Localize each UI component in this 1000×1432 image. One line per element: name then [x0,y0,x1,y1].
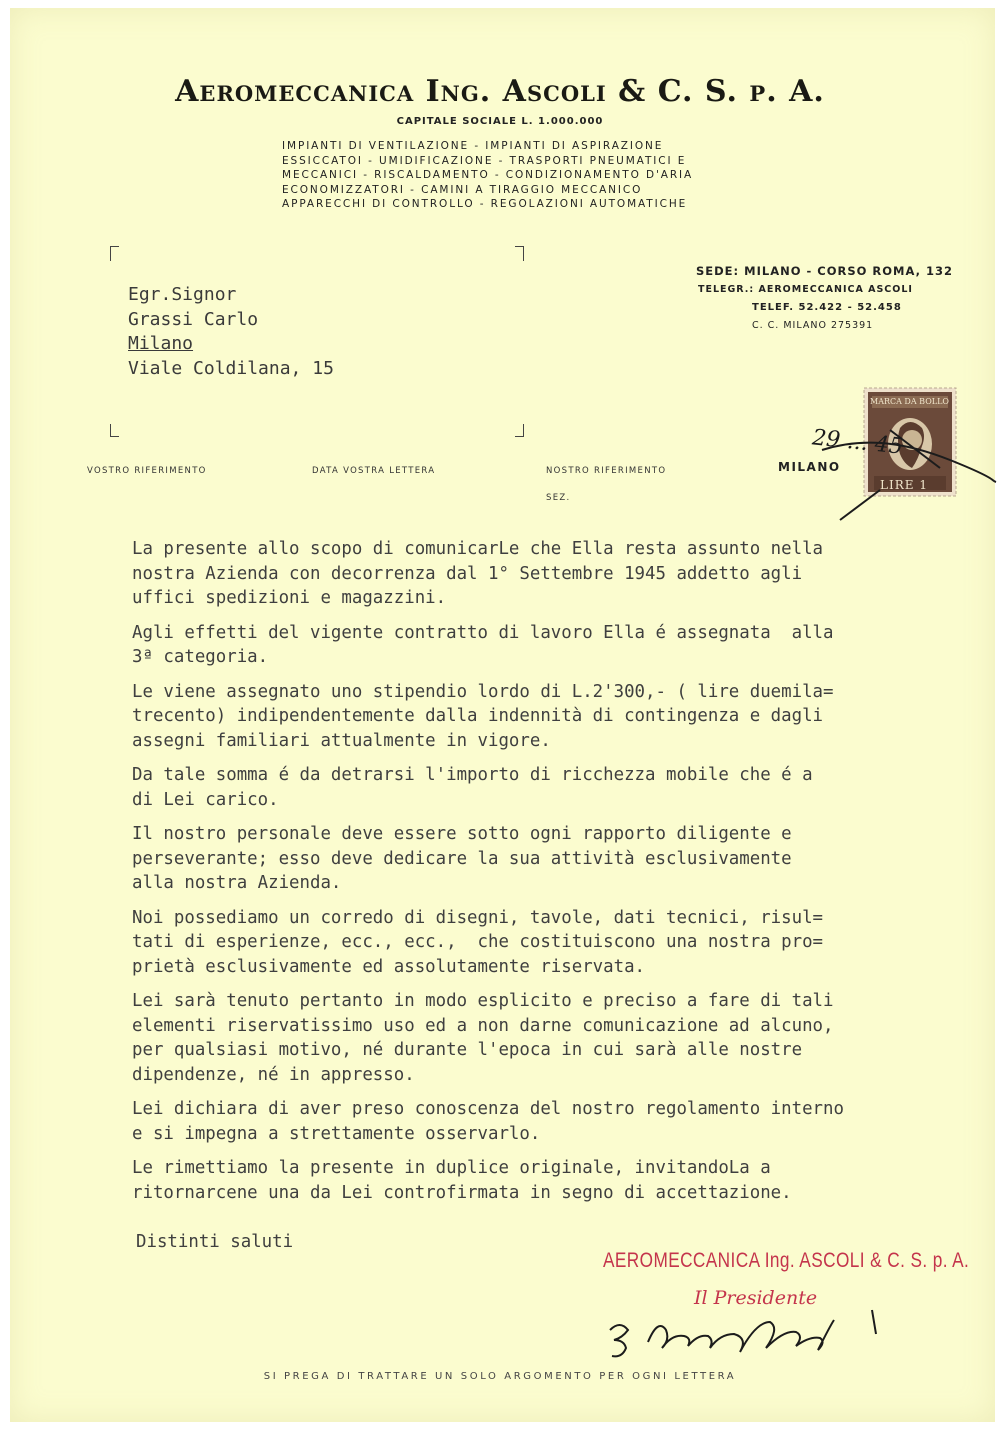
body-paragraph: La presente allo scopo di comunicarLe che Ella resta assunto nella nostra Azienda con decorrenza dal 1° Settembre 1945 addetto agli uffici spedizioni e magazzini. [132,539,824,608]
recipient-salutation: Egr.Signor [128,284,237,305]
body-paragraph: Da tale somma é da detrarsi l'importo di ricchezza mobile che é a di Lei carico. [132,765,813,810]
service-line: IMPIANTI DI VENTILAZIONE - IMPIANTI DI ASPIRAZIONE [282,140,664,152]
letter-body [132,537,992,1215]
recipient-city: Milano [128,333,194,354]
place-milano: MILANO [778,460,841,474]
footer-notice: SI PREGA DI TRATTARE UN SOLO ARGOMENTO PER OGNI LETTERA [263,1371,737,1382]
services-list [282,139,782,212]
label-sez: SEZ. [546,493,571,503]
window-corner-mark [110,246,119,261]
stamp-value: LIRE 1 [880,478,928,492]
handwritten-date: 29 ... 45 [810,425,905,460]
service-line: ESSICCATOI - UMIDIFICAZIONE - TRASPORTI PNEUMATICI E [282,154,687,167]
signature-title: Il Presidente [694,1287,818,1309]
handwritten-signature [600,1290,880,1365]
body-paragraph: Lei dichiara di aver preso conoscenza del nostro regolamento interno e si impegna a strettamente osservarlo. [132,1099,844,1144]
recipient-address [128,283,334,381]
body-paragraph: Il nostro personale deve essere sotto ogni rapporto diligente e perseverante; esso deve dedicare la sua attività esclusivamente alla nostra Azienda. [132,824,792,893]
window-corner-mark [515,424,524,437]
label-nostro-riferimento: NOSTRO RIFERIMENTO [546,466,667,476]
recipient-street: Viale Coldilana, 15 [128,357,334,379]
stamp-label: MARCA DA BOLLO [870,397,949,406]
company-stamp-text: AEROMECCANICA Ing. ASCOLI & C. S. p. A. [603,1249,970,1272]
body-paragraph: Agli effetti del vigente contratto di lavoro Ella é assegnata alla 3ª categoria. [132,622,834,667]
recipient-name: Grassi Carlo [128,308,259,330]
office-cc: C. C. MILANO 275391 [752,320,874,331]
label-vostro-riferimento: VOSTRO RIFERIMENTO [87,466,207,476]
office-sede: SEDE: MILANO - CORSO ROMA, 132 [696,264,953,278]
label-data-vostra-lettera: DATA VOSTRA LETTERA [312,466,436,476]
body-paragraph: Lei sarà tenuto pertanto in modo esplicito e preciso a fare di tali elementi riservatissimo uso ed a non darne comunicazione ad alcuno, per qualsiasi motivo, né durante l'epoca in cui sarà alle nostre dipendenze, né in appresso. [132,991,834,1085]
window-corner-mark [110,424,119,437]
window-corner-mark [515,246,524,261]
body-paragraph: Le viene assegnato uno stipendio lordo di L.2'300,- ( lire duemila= trecento) indipendentemente dalla indennità di contingenza e dagli assegni familiari attualmente in vigore. [132,681,834,751]
service-line: MECCANICI - RISCALDAMENTO - CONDIZIONAMENTO D'ARIA [282,169,694,181]
capital-line: CAPITALE SOCIALE L. 1.000.000 [396,116,604,127]
service-line: APPARECCHI DI CONTROLLO - REGOLAZIONI AUTOMATICHE [282,198,688,210]
closing-salutation: Distinti saluti [136,1232,294,1252]
service-line: ECONOMIZZATORI - CAMINI A TIRAGGIO MECCANICO [282,183,643,196]
stamp-cancel-lines [820,420,1000,530]
body-paragraph: Noi possediamo un corredo di disegni, tavole, dati tecnici, risul= tati di esperienze, ecc., ecc., che costituiscono una nostra pro= prietà esclusivamente ed assolutamente riservata. [132,907,824,977]
company-name: Aeromeccanica Ing. Ascoli & C. S. p. A. [175,74,825,109]
office-telegr: TELEGR.: AEROMECCANICA ASCOLI [698,284,913,295]
body-paragraph: Le rimettiamo la presente in duplice originale, invitandoLa a ritornarcene una da Lei controfirmata in segno di accettazione. [132,1158,792,1203]
office-telef: TELEF. 52.422 - 52.458 [752,302,902,313]
